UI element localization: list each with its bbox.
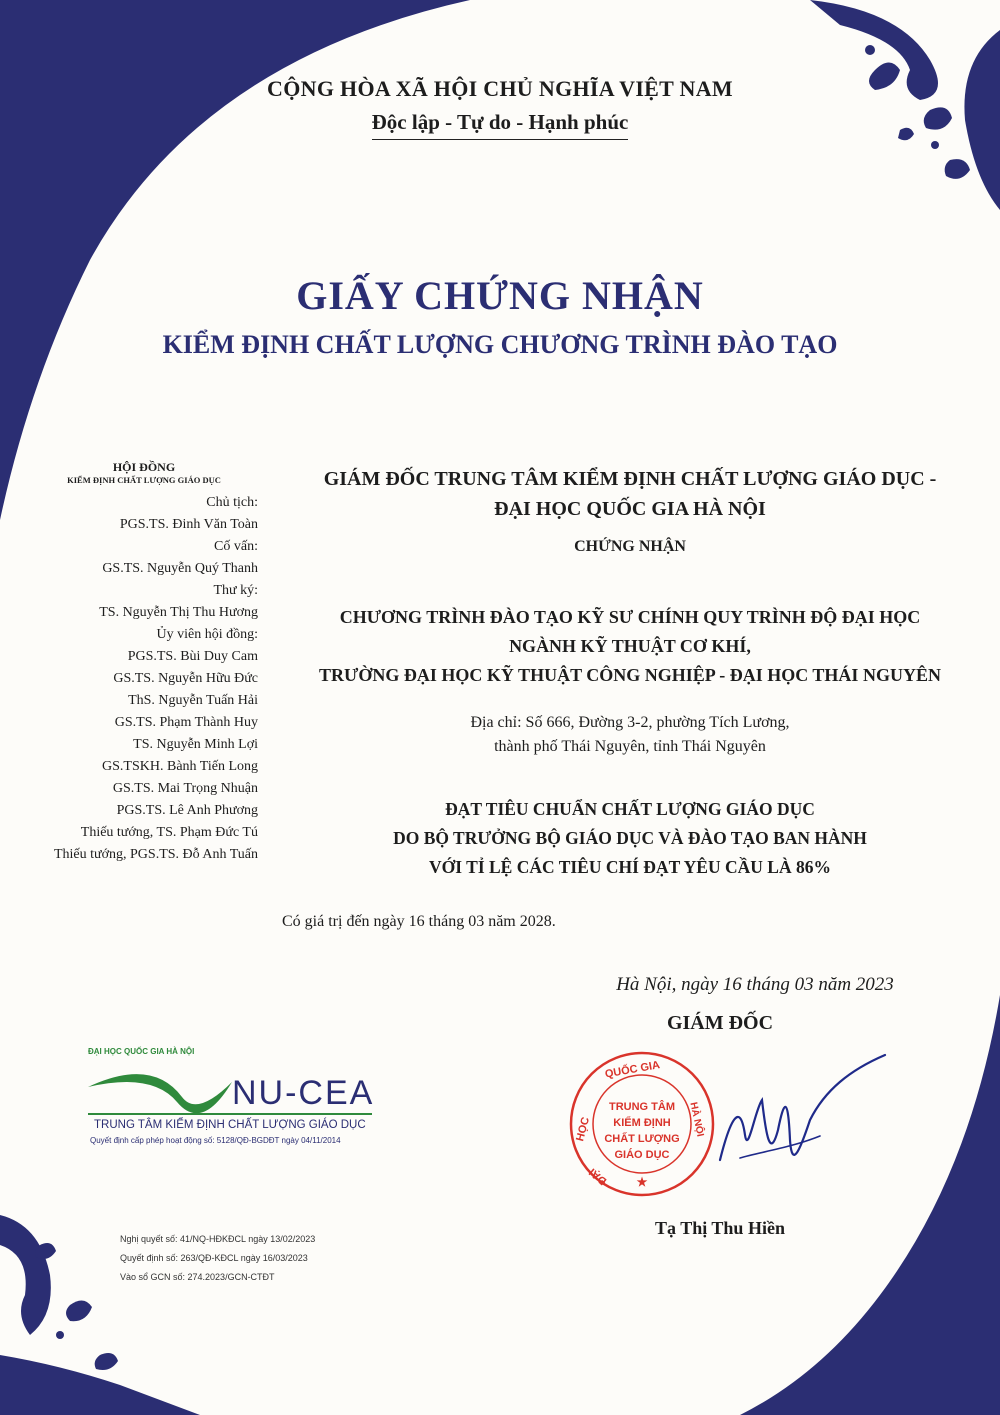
council-member: PGS.TS. Đinh Văn Toàn (119, 517, 258, 532)
director-statement (280, 464, 980, 524)
council-member: Thiếu tướng, TS. Phạm Đức Tú (80, 825, 258, 840)
signer-position: GIÁM ĐỐC (666, 1012, 774, 1034)
council-heading: HỘI ĐỒNG (112, 460, 176, 474)
stamp-line-3: CHẤT LƯỢNG (604, 1133, 680, 1145)
address-line-1: Địa chỉ: Số 666, Đường 3-2, phường Tích Lương, (470, 714, 790, 731)
nu-cea-logo (82, 1042, 412, 1152)
logo-center-name: TRUNG TÂM KIỂM ĐỊNH CHẤT LƯỢNG GIÁO DỤC (94, 1119, 366, 1131)
council-subheading: KIỂM ĐỊNH CHẤT LƯỢNG GIÁO DỤC (67, 475, 221, 485)
motto-text: Độc lập - Tự do - Hạnh phúc (372, 110, 629, 140)
council-member: ThS. Nguyễn Tuấn Hải (128, 693, 258, 708)
place-and-date: Hà Nội, ngày 16 tháng 03 năm 2023 (616, 974, 894, 995)
council-member: GS.TSKH. Bành Tiến Long (102, 759, 258, 774)
standard-line-1: ĐẠT TIÊU CHUẨN CHẤT LƯỢNG GIÁO DỤC (445, 799, 815, 819)
stamp-ring-top: QUỐC GIA (604, 1059, 661, 1081)
program-line-1: CHƯƠNG TRÌNH ĐÀO TẠO KỸ SƯ CHÍNH QUY TRÌNH ĐỘ ĐẠI HỌC (339, 607, 921, 627)
decision-line: Nghị quyết số: 41/NQ-HĐKĐCL ngày 13/02/2023 (120, 1234, 316, 1244)
council-member: Chủ tịch: (206, 495, 258, 510)
council-member: GS.TS. Nguyễn Hữu Đức (113, 671, 258, 686)
national-motto (0, 110, 1000, 140)
logo-brand: NU-CEA (232, 1074, 375, 1112)
council-member: GS.TS. Phạm Thành Huy (114, 715, 258, 730)
standard-line-3: VỚI TỈ LỆ CÁC TIÊU CHÍ ĐẠT YÊU CẦU LÀ 86% (429, 857, 831, 877)
council-member: Thư ký: (213, 583, 258, 598)
stamp-star: ★ (636, 1175, 648, 1189)
nation-heading: CỘNG HÒA XÃ HỘI CHỦ NGHĨA VIỆT NAM (267, 76, 733, 101)
stamp-line-1: TRUNG TÂM (609, 1101, 675, 1113)
logo-license: Quyết định cấp phép hoạt động số: 5128/QĐ-BGDĐT ngày 04/11/2014 (90, 1136, 341, 1145)
address-line-2: thành phố Thái Nguyên, tỉnh Thái Nguyên (494, 738, 766, 755)
decision-line: Vào sổ GCN số: 274.2023/GCN-CTĐT (120, 1272, 275, 1282)
standard-line-2: DO BỘ TRƯỞNG BỘ GIÁO DỤC VÀ ĐÀO TẠO BAN HÀNH (393, 828, 867, 848)
standard-statement (280, 795, 980, 882)
logo-top-text: ĐẠI HỌC QUỐC GIA HÀ NỘI (88, 1047, 195, 1056)
certificate-title: GIẤY CHỨNG NHẬN (296, 273, 704, 318)
council-member: Cố vấn: (214, 539, 258, 554)
stamp-ring-left-lower: ĐẠI (586, 1165, 610, 1187)
signer-name: Tạ Thị Thu Hiền (655, 1218, 785, 1238)
handwritten-signature (700, 1040, 890, 1190)
decision-line: Quyết định số: 263/QĐ-KĐCL ngày 16/03/2023 (120, 1253, 308, 1263)
official-red-stamp (568, 1050, 716, 1198)
program-line-3: TRƯỜNG ĐẠI HỌC KỸ THUẬT CÔNG NGHIỆP - ĐẠI HỌC THÁI NGUYÊN (319, 665, 941, 685)
certificate-subtitle: KIỂM ĐỊNH CHẤT LƯỢNG CHƯƠNG TRÌNH ĐÀO TẠO (162, 330, 838, 359)
council-list (30, 460, 258, 866)
program-name (280, 603, 980, 690)
council-member: Thiếu tướng, PGS.TS. Đỗ Anh Tuấn (53, 847, 258, 862)
council-member: TS. Nguyễn Minh Lợi (133, 737, 258, 752)
stamp-ring-right: HÀ NỘI (687, 1101, 706, 1138)
stamp-line-2: KIỂM ĐỊNH (613, 1117, 671, 1129)
certify-label: CHỨNG NHẬN (574, 538, 686, 555)
council-member: PGS.TS. Bùi Duy Cam (127, 649, 258, 664)
decision-references (120, 1230, 315, 1287)
stamp-ring-left: HỌC (574, 1115, 593, 1143)
director-line-2: ĐẠI HỌC QUỐC GIA HÀ NỘI (494, 498, 766, 520)
stamp-line-4: GIÁO DỤC (614, 1149, 670, 1161)
validity-date: Có giá trị đến ngày 16 tháng 03 năm 2028. (282, 913, 556, 930)
bottom-left-flourish-ornament (0, 1185, 200, 1415)
council-member: GS.TS. Nguyễn Quý Thanh (102, 561, 258, 576)
council-member: Ủy viên hội đồng: (156, 627, 258, 642)
address (280, 711, 980, 759)
council-member: PGS.TS. Lê Anh Phương (116, 803, 258, 818)
council-member: GS.TS. Mai Trọng Nhuận (112, 781, 258, 796)
council-member: TS. Nguyễn Thị Thu Hương (99, 605, 258, 620)
director-line-1: GIÁM ĐỐC TRUNG TÂM KIỂM ĐỊNH CHẤT LƯỢNG GIÁO DỤC - (323, 468, 937, 490)
program-line-2: NGÀNH KỸ THUẬT CƠ KHÍ, (509, 636, 751, 656)
